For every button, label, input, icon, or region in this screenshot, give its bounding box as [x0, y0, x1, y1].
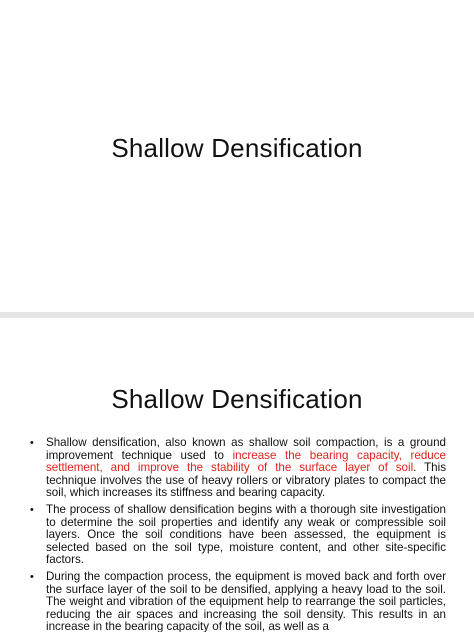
slide-heading: Shallow Densification — [111, 384, 363, 414]
bullet-text: During the compaction process, the equipment is moved back and forth over the surface layer of the soil to be densified, applying a heavy load to the soil. The weight and vibration of the equipment help to rearrange the soil particles, reducing the air spaces and increasing the soil density. This results in an increase in the bearing capacity of the soil, as well as a — [46, 569, 446, 632]
bullet-item-definition — [28, 437, 446, 500]
bullet-text: . This technique involves the use of heavy rollers or vibratory plates to compact the soil, which increases its stiffness and bearing capacity. — [46, 461, 446, 500]
title-slide — [0, 0, 474, 312]
bullet-list — [28, 437, 446, 632]
bullet-text: The process of shallow densification begins with a thorough site investigation to determine the soil properties and identify any weak or compressible soil layers. Once the soil conditions have been assessed, the equipment is selected based on the soil type, moisture content, and other site-specific factors. — [46, 502, 446, 567]
bullet-dot-icon: • — [30, 503, 34, 516]
bullet-text: Shallow densification, also known as shallow soil compaction, is a ground improvement technique used to — [46, 436, 446, 462]
content-slide — [0, 318, 474, 632]
bullet-dot-icon: • — [30, 437, 34, 449]
bullet-item-process — [28, 504, 446, 567]
slide-title: Shallow Densification — [111, 133, 363, 163]
highlighted-text: increase the bearing capacity, reduce settlement, and improve the stability of the surface layer of soil — [46, 448, 446, 475]
bullet-dot-icon: • — [30, 570, 34, 583]
bullet-item-compaction — [28, 571, 446, 632]
